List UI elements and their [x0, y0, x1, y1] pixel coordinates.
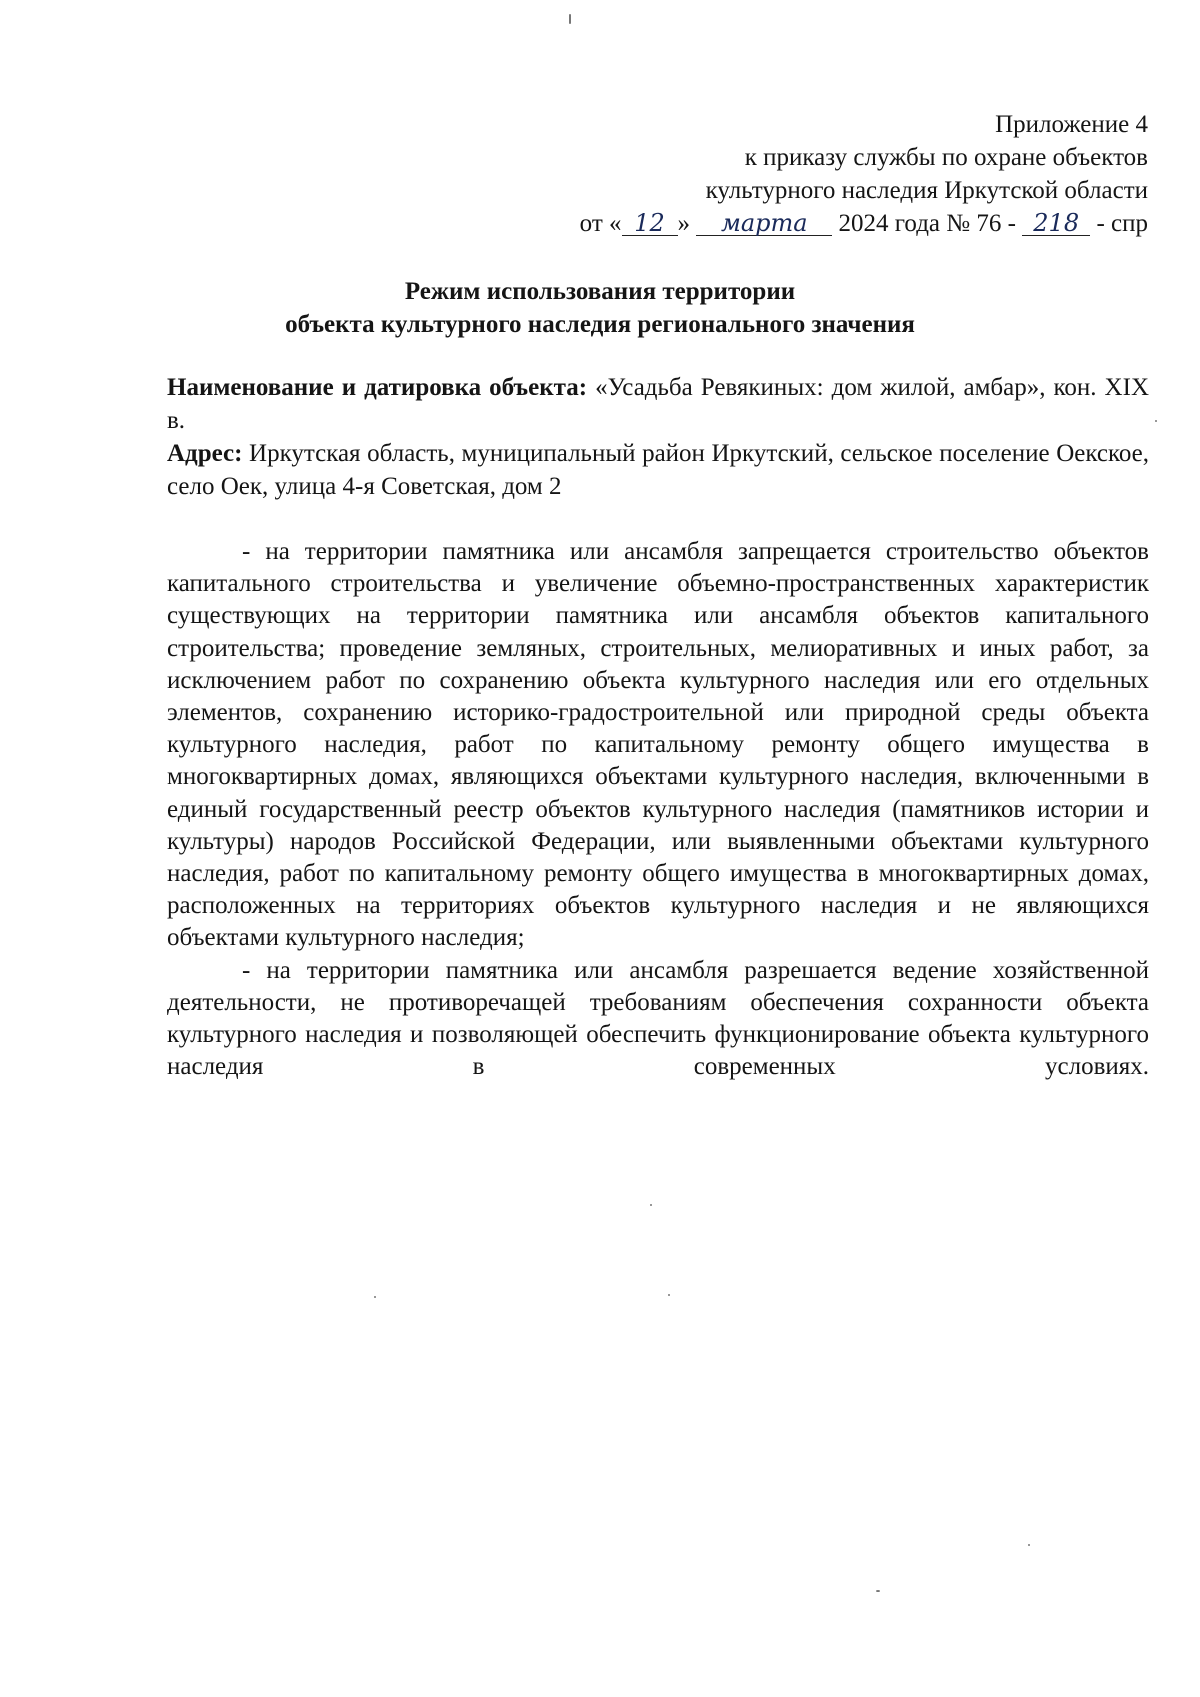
annex-number: Приложение 4 [995, 111, 1148, 138]
annex-order-ref: к приказу службы по охране объектов [744, 144, 1148, 171]
document-title [0, 275, 1200, 341]
handwritten-order-number: 218 [1022, 211, 1090, 236]
rule-prohibited: - на территории памятника или ансамбля запрещается строительство объектов капитального строительства и увеличение объемно-пространственных характеристик существующих на территории памятника или ансамбля объектов капитального строительства; проведение земляных, строительных, мелиоративных и иных работ, за исключением работ по сохранению объекта культурного наследия или его отдельных элементов, сохранению историко-градостроительной или природной среды объекта культурного наследия, работ по капитальному ремонту общего имущества в многоквартирных домах, являющихся объектами культурного наследия, включенными в единый государственный реестр объектов культурного наследия (памятников истории и культуры) народов Российской Федерации, или выявленными объектами культурного наследия, работ по капитальному ремонту общего имущества в многоквартирных домах, расположенных на территориях объектов культурного наследия и не являющихся объектами культурного наследия; [167, 538, 1149, 952]
annex-authority: культурного наследия Иркутской области [705, 177, 1148, 204]
scan-speck [569, 14, 571, 24]
object-name [167, 371, 1149, 437]
annex-date-line [580, 207, 1148, 240]
object-info [167, 371, 1149, 503]
object-address [167, 437, 1149, 503]
scan-speck [1155, 420, 1157, 422]
scan-speck [1028, 1544, 1030, 1546]
title-line-2: объекта культурного наследия регионального значения [285, 311, 915, 338]
year-and-order: 2024 года № 76 - [838, 210, 1016, 237]
handwritten-day: 12 [622, 211, 678, 236]
date-prefix: от « [579, 210, 622, 237]
scan-speck [668, 1294, 670, 1296]
object-name-label: Наименование и датировка объекта: [167, 374, 588, 401]
scan-speck [876, 1590, 880, 1592]
usage-rules [167, 536, 1149, 1083]
object-address-value: Иркутская область, муниципальный район Иркутский, сельское поселение Оекское, село Оек, улица 4-я Советская, дом 2 [167, 440, 1149, 500]
date-mid: » [677, 210, 691, 237]
title-line-1: Режим использования территории [404, 278, 796, 305]
handwritten-month: марта [696, 211, 832, 236]
rule-permitted: - на территории памятника или ансамбля разрешается ведение хозяйственной деятельности, не противоречащей требованиям обеспечения сохранности объекта культурного наследия и позволяющей обеспечить функционирование объекта культурного наследия в современных условиях. [167, 956, 1149, 1081]
scan-speck [650, 1204, 652, 1206]
annex-header [580, 108, 1148, 240]
order-suffix: - спр [1096, 210, 1148, 237]
scan-speck [374, 1296, 376, 1298]
object-address-label: Адрес: [167, 440, 243, 467]
object-name-value: «Усадьба Ревякиных: дом жилой, амбар», кон. XIX в. [167, 374, 1149, 434]
